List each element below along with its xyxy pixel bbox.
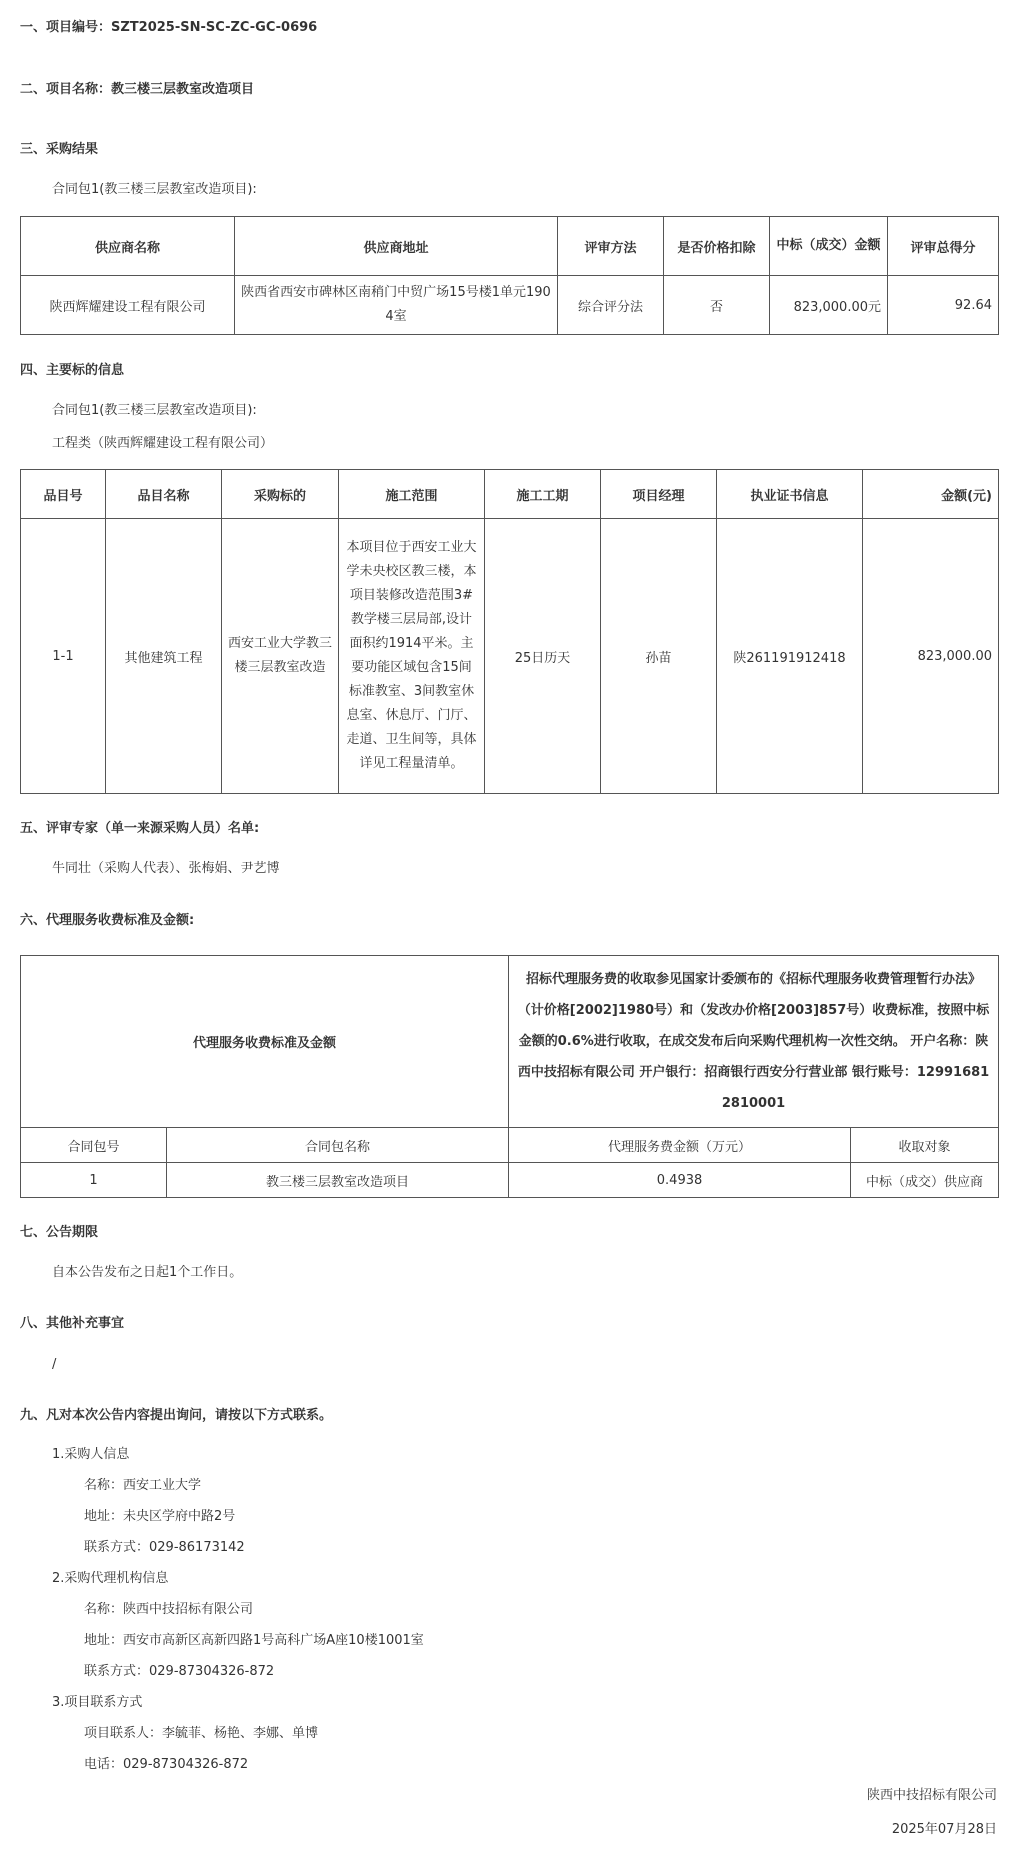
- section-title-agency-fee: 六、代理服务收费标准及金额:: [20, 913, 195, 928]
- footer-date: 2025年07月28日: [891, 1822, 997, 1837]
- other-text: /: [52, 1357, 57, 1372]
- cell-award-amount: 823,000.00元: [770, 276, 888, 335]
- results-header-row: [21, 217, 999, 276]
- agency-title: 2.采购代理机构信息: [52, 1571, 169, 1586]
- header-package-no: 合同包号: [21, 1128, 167, 1163]
- package-label-results: 合同包1(教三楼三层教室改造项目):: [52, 182, 257, 197]
- header-supplier-address: 供应商地址: [235, 217, 558, 276]
- header-review-method: 评审方法: [558, 217, 664, 276]
- purchaser-contact: 联系方式：029-86173142: [84, 1540, 245, 1555]
- section-title-main-items: 四、主要标的信息: [20, 363, 125, 378]
- section-title-experts: 五、评审专家（单一来源采购人员）名单:: [20, 821, 260, 836]
- project-number-value: SZT2025-SN-SC-ZC-GC-0696: [111, 20, 318, 35]
- cell-certificate: 陕261191912418: [717, 519, 863, 794]
- cell-manager: 孙苗: [601, 519, 717, 794]
- agency-name: 名称：陕西中技招标有限公司: [84, 1602, 254, 1617]
- cell-total-score: 92.64: [888, 276, 999, 335]
- header-price-deduction: 是否价格扣除: [664, 217, 770, 276]
- cell-supplier-name: 陕西辉耀建设工程有限公司: [21, 276, 235, 335]
- header-item-name: 品目名称: [106, 470, 222, 519]
- project-number-line: [20, 19, 317, 37]
- category-label: 工程类（陕西辉耀建设工程有限公司）: [52, 436, 274, 451]
- table-row: [21, 276, 999, 335]
- project-number-label: 一、项目编号：: [20, 20, 112, 35]
- cell-package-name: 教三楼三层教室改造项目: [167, 1163, 509, 1198]
- project-contact-phone: 电话：029-87304326-872: [84, 1757, 249, 1772]
- period-text: 自本公告发布之日起1个工作日。: [52, 1265, 243, 1280]
- cell-subject: 西安工业大学教三楼三层教室改造: [222, 519, 339, 794]
- project-name-value: 教三楼三层教室改造项目: [111, 82, 255, 97]
- cell-supplier-address: 陕西省西安市碑林区南稍门中贸广场15号楼1单元1904室: [235, 276, 558, 335]
- purchaser-title: 1.采购人信息: [52, 1447, 130, 1462]
- header-duration: 施工工期: [485, 470, 601, 519]
- cell-price-deduction: 否: [664, 276, 770, 335]
- header-fee-amount: 代理服务费金额（万元）: [509, 1128, 851, 1163]
- header-total-score: 评审总得分: [888, 217, 999, 276]
- purchaser-address: 地址：未央区学府中路2号: [84, 1509, 236, 1524]
- project-name-label: 二、项目名称：: [20, 82, 112, 97]
- agency-fee-table: [20, 955, 999, 1198]
- project-contact-persons: 项目联系人：李毓菲、杨艳、李娜、单博: [84, 1726, 319, 1741]
- results-table: [20, 216, 999, 335]
- header-subject: 采购标的: [222, 470, 339, 519]
- header-award-amount: 中标（成交）金额: [770, 217, 888, 276]
- header-scope: 施工范围: [339, 470, 485, 519]
- cell-scope: 本项目位于西安工业大学未央校区教三楼，本项目装修改造范围3#教学楼三层局部,设计面积约1914平米。主要功能区域包含15间标准教室、3间教室休息室、休息厅、门厅、走道、卫生间等，具体详见工程量清单。: [339, 519, 485, 794]
- section-title-results: 三、采购结果: [20, 142, 99, 157]
- header-supplier-name: 供应商名称: [21, 217, 235, 276]
- fee-header-row: [21, 1128, 999, 1163]
- project-name-line: [20, 81, 254, 99]
- section-title-period: 七、公告期限: [20, 1225, 99, 1240]
- agency-contact: 联系方式：029-87304326-872: [84, 1664, 275, 1679]
- experts-list: 牛同壮（采购人代表）、张梅娟、尹艺博: [52, 861, 280, 876]
- header-amount: 金额(元): [863, 470, 999, 519]
- header-certificate: 执业证书信息: [717, 470, 863, 519]
- table-row: [21, 519, 999, 794]
- fee-description: 招标代理服务费的收取参见国家计委颁布的《招标代理服务收费管理暂行办法》（计价格[2002]1980号）和（发改办价格[2003]857号）收费标准，按照中标金额的0.6%进行收取，在成交发布后向采购代理机构一次性交纳。 开户名称：陕西中技招标有限公司 开户银行：招商银行西安分行营业部 银行账号：129916812810001: [509, 956, 999, 1128]
- cell-item-no: 1-1: [21, 519, 106, 794]
- header-fee-payer: 收取对象: [851, 1128, 999, 1163]
- items-table: [20, 469, 999, 794]
- cell-duration: 25日历天: [485, 519, 601, 794]
- section-title-other: 八、其他补充事宜: [20, 1316, 125, 1331]
- package-label-items: 合同包1(教三楼三层教室改造项目):: [52, 403, 257, 418]
- table-row: [21, 1163, 999, 1198]
- section-title-contact: 九、凡对本次公告内容提出询问，请按以下方式联系。: [20, 1408, 333, 1423]
- fee-label: 代理服务收费标准及金额: [21, 956, 509, 1128]
- footer-organization: 陕西中技招标有限公司: [866, 1788, 997, 1803]
- header-manager: 项目经理: [601, 470, 717, 519]
- cell-package-no: 1: [21, 1163, 167, 1198]
- purchaser-name: 名称：西安工业大学: [84, 1478, 202, 1493]
- cell-review-method: 综合评分法: [558, 276, 664, 335]
- header-package-name: 合同包名称: [167, 1128, 509, 1163]
- cell-fee-payer: 中标（成交）供应商: [851, 1163, 999, 1198]
- agency-address: 地址：西安市高新区高新四路1号高科广场A座10楼1001室: [84, 1633, 424, 1648]
- fee-description-row: [21, 956, 999, 1128]
- cell-amount: 823,000.00: [863, 519, 999, 794]
- cell-item-name: 其他建筑工程: [106, 519, 222, 794]
- project-contact-title: 3.项目联系方式: [52, 1695, 143, 1710]
- header-item-no: 品目号: [21, 470, 106, 519]
- cell-fee-amount: 0.4938: [509, 1163, 851, 1198]
- items-header-row: [21, 470, 999, 519]
